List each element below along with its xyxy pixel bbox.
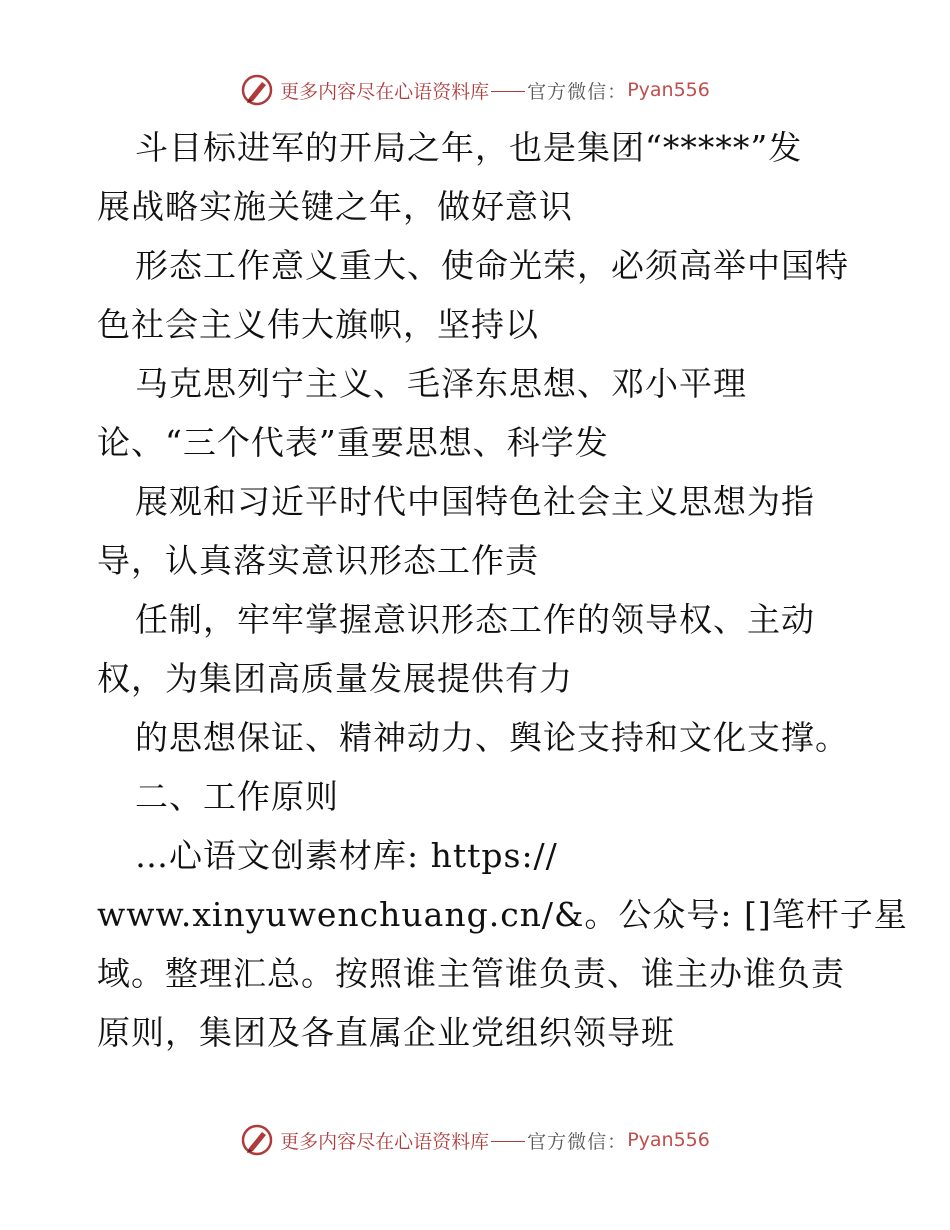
pen-logo-icon (240, 73, 274, 107)
section-heading: 二、工作原则 (135, 777, 339, 816)
banner-text: 更多内容尽在心语资料库 (280, 1130, 490, 1153)
pen-logo-icon (240, 1123, 274, 1157)
text-line: 任制，牢牢掌握意识形态工作的领导权、主动 (135, 600, 815, 639)
text-line: 展战略实施关键之年，做好意识 (97, 187, 573, 226)
banner-text: 更多内容尽在心语资料库 (280, 80, 490, 103)
text-line: www.xinyuwenchuang.cn/&。公众号: []笔杆子星 (97, 895, 908, 934)
text-line: 的思想保证、精神动力、舆论支持和文化支撑。 (135, 718, 849, 757)
header-banner (0, 70, 950, 110)
banner-wechat-label: 官方微信： (527, 80, 628, 103)
text-line: 色社会主义伟大旗帜，坚持以 (97, 305, 539, 344)
text-line: 斗目标进军的开局之年，也是集团“*****”发 (135, 128, 803, 167)
banner-separator (491, 91, 525, 92)
banner-wechat-id: Pyan556 (627, 79, 710, 101)
text-line: 权，为集团高质量发展提供有力 (97, 659, 573, 698)
text-line: 域。整理汇总。按照谁主管谁负责、谁主办谁负责 (97, 954, 845, 993)
text-line: 马克思列宁主义、毛泽东思想、邓小平理 (135, 364, 747, 403)
text-line: …心语文创素材库: https:// (135, 836, 558, 875)
text-line: 导，认真落实意识形态工作责 (97, 541, 539, 580)
text-line: 原则，集团及各直属企业党组织领导班 (97, 1013, 675, 1052)
banner-wechat-label: 官方微信： (527, 1130, 628, 1153)
banner-separator (491, 1141, 525, 1142)
banner-wechat-id: Pyan556 (627, 1129, 710, 1151)
document-body (97, 118, 908, 1062)
footer-banner (0, 1120, 950, 1160)
text-line: 形态工作意义重大、使命光荣，必须高举中国特 (135, 246, 849, 285)
text-line: 展观和习近平时代中国特色社会主义思想为指 (135, 482, 815, 521)
text-line: 论、“三个代表”重要思想、科学发 (97, 423, 609, 462)
